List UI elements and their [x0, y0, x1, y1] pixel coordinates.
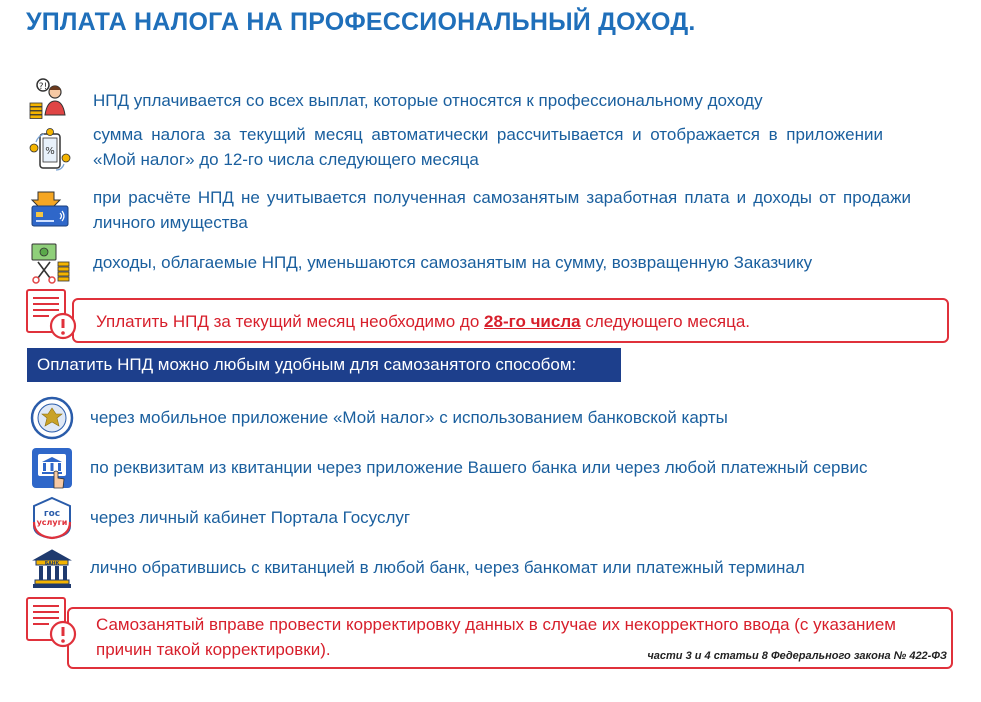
- item-text: сумма налога за текущий месяц автоматически рассчитывается и отображается в приложении «Мой налог» до 12-го числа следующего месяца: [93, 125, 883, 169]
- warning-document-icon: [25, 288, 77, 340]
- method-text: лично обратившись с квитанцией в любой банк, через банкомат или платежный терминал: [90, 558, 805, 577]
- fns-emblem-icon: [30, 396, 74, 440]
- money-scissors-icon: [28, 240, 72, 284]
- method-text: через мобильное приложение «Мой налог» с использованием банковской карты: [90, 408, 728, 427]
- bank-terminal-icon: [30, 446, 74, 490]
- gosuslugi-logo-line2: услуги: [36, 518, 68, 527]
- page-title: УПЛАТА НАЛОГА НА ПРОФЕССИОНАЛЬНЫЙ ДОХОД.: [26, 8, 696, 36]
- payment-methods-banner: Оплатить НПД можно любым удобным для самозанятого способом:: [27, 348, 621, 382]
- bank-sign-label: БАНК: [44, 561, 60, 567]
- gosuslugi-logo-line1: гос: [43, 509, 61, 519]
- gosuslugi-logo-icon: [30, 496, 74, 540]
- item-text: при расчёте НПД не учитывается полученная самозанятым заработная плата и доходы от продажи личного имущества: [93, 188, 911, 232]
- svg-text:%: %: [45, 146, 55, 157]
- warning-document-icon: [25, 596, 77, 648]
- method-text: по реквизитам из квитанции через приложение Вашего банка или через любой платежный сервис: [90, 458, 868, 477]
- item-text: НПД уплачивается со всех выплат, которые относятся к профессиональному доходу: [93, 91, 763, 110]
- bank-card-icon: [28, 186, 72, 230]
- svg-text:?!: ?!: [38, 82, 48, 92]
- item-text: доходы, облагаемые НПД, уменьшаются самозанятым на сумму, возвращенную Заказчику: [93, 253, 813, 272]
- correction-alert-text: Самозанятый вправе провести корректировку данных в случае их некорректного ввода (с указанием причин такой корректировки).: [96, 615, 896, 659]
- law-reference: части 3 и 4 статьи 8 Федерального закона № 422-ФЗ: [647, 650, 947, 662]
- method-text: через личный кабинет Портала Госуслуг: [90, 508, 411, 527]
- bank-building-icon: [30, 546, 74, 590]
- deadline-alert-text: Уплатить НПД за текущий месяц необходимо до 28-го числа следующего месяца.: [96, 312, 751, 331]
- phone-percent-icon: [28, 128, 72, 172]
- person-coins-icon: [27, 77, 71, 121]
- deadline-highlight: 28-го числа: [484, 312, 581, 331]
